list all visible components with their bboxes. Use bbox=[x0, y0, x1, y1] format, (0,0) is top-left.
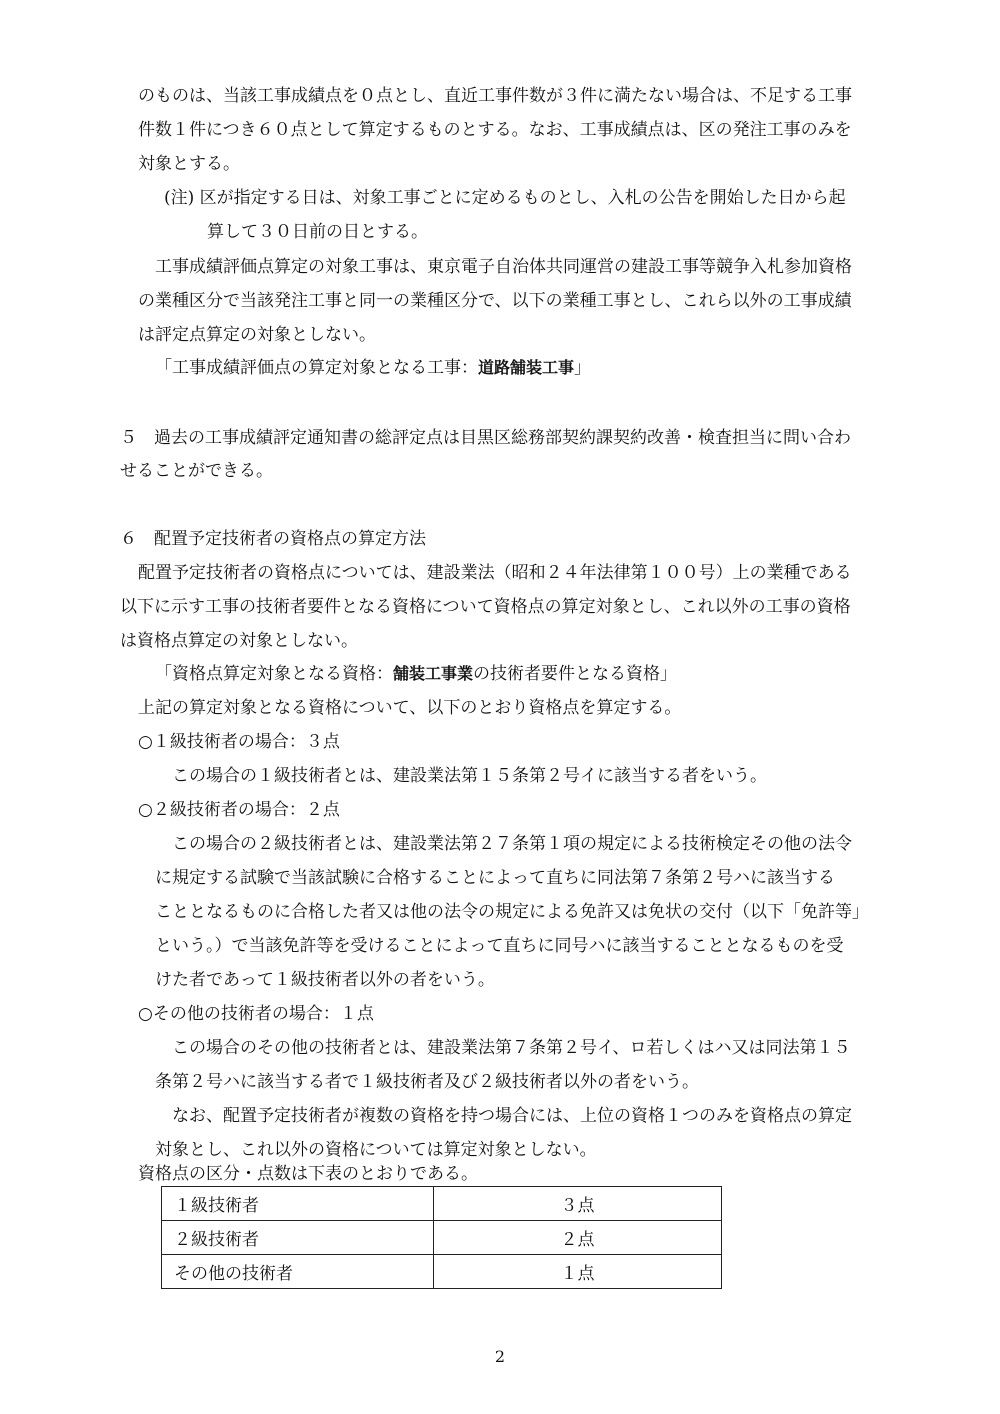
table-row bbox=[162, 1255, 722, 1289]
paragraph-line: という。）で当該免許等を受けることによって直ちに同号ハに該当することとなるものを受 bbox=[155, 936, 844, 956]
paragraph-line: 対象とし、これ以外の資格については算定対象としない。 bbox=[155, 1140, 597, 1160]
table-caption: 資格点の区分・点数は下表のとおりである。 bbox=[138, 1164, 478, 1184]
paragraph-line: は資格点算定の対象としない。 bbox=[120, 631, 358, 651]
target-work-line bbox=[155, 357, 591, 379]
target-work-suffix: 」 bbox=[574, 358, 592, 378]
qualification-suffix: の技術者要件となる資格」 bbox=[473, 664, 678, 684]
paragraph-line: 条第２号ハに該当する者で１級技術者及び２級技術者以外の者をいう。 bbox=[155, 1072, 699, 1092]
note-line: (注) 区が指定する日は、対象工事ごとに定めるものとし、入札の公告を開始した日から起 bbox=[164, 188, 846, 208]
paragraph-line: なお、配置予定技術者が複数の資格を持つ場合には、上位の資格１つのみを資格点の算定 bbox=[172, 1106, 852, 1126]
grade-points-cell: ３点 bbox=[434, 1187, 722, 1221]
qualification-points-table bbox=[161, 1186, 722, 1289]
qualification-prefix: 「資格点算定対象となる資格： bbox=[155, 664, 393, 684]
section-5-line: ５ 過去の工事成績評定通知書の総評定点は目黒区総務部契約課契約改善・検査担当に問い合わ bbox=[120, 428, 851, 448]
grade-name-cell: １級技術者 bbox=[162, 1187, 434, 1221]
paragraph-line: 上記の算定対象となる資格について、以下のとおり資格点を算定する。 bbox=[138, 698, 682, 718]
table-row bbox=[162, 1187, 722, 1221]
grade-2-heading: ○２級技術者の場合：２点 bbox=[138, 800, 340, 820]
grade-other-heading: ○その他の技術者の場合：１点 bbox=[138, 1004, 374, 1024]
grade-1-heading: ○１級技術者の場合：３点 bbox=[138, 732, 340, 752]
section-5-line: せることができる。 bbox=[120, 461, 273, 481]
page-number: 2 bbox=[494, 1347, 506, 1366]
grade-name-cell: ２級技術者 bbox=[162, 1221, 434, 1255]
grade-name-cell: その他の技術者 bbox=[162, 1255, 434, 1289]
paragraph-line: 以下に示す工事の技術者要件となる資格について資格点の算定対象とし、これ以外の工事の資格 bbox=[120, 597, 851, 617]
paragraph-line: この場合のその他の技術者とは、建設業法第７条第２号イ、ロ若しくはハ又は同法第１５ bbox=[172, 1038, 851, 1058]
note-line: 算して３０日前の日とする。 bbox=[207, 222, 428, 242]
paragraph-line: この場合の１級技術者とは、建設業法第１５条第２号イに該当する者をいう。 bbox=[172, 766, 767, 786]
paragraph-line: 件数１件につき６０点として算定するものとする。なお、工事成績点は、区の発注工事のみを bbox=[138, 120, 852, 140]
grade-points-cell: １点 bbox=[434, 1255, 722, 1289]
target-work-name: 道路舗装工事 bbox=[478, 358, 575, 377]
paragraph-line: けた者であって１級技術者以外の者をいう。 bbox=[155, 970, 495, 990]
paragraph-line: こととなるものに合格した者又は他の法令の規定による免許又は免状の交付（以下「免許等」 bbox=[155, 902, 869, 922]
paragraph-line: のものは、当該工事成績点を０点とし、直近工事件数が３件に満たない場合は、不足する工事 bbox=[138, 86, 852, 106]
qualification-line bbox=[155, 663, 677, 685]
target-work-prefix: 「工事成績評価点の算定対象となる工事： bbox=[155, 358, 478, 378]
table-row bbox=[162, 1221, 722, 1255]
section-6-heading: ６ 配置予定技術者の資格点の算定方法 bbox=[120, 529, 426, 549]
paragraph-line: の業種区分で当該発注工事と同一の業種区分で、以下の業種工事とし、これら以外の工事成績 bbox=[138, 291, 852, 311]
paragraph-line: 工事成績評価点算定の対象工事は、東京電子自治体共同運営の建設工事等競争入札参加資格 bbox=[155, 257, 852, 277]
paragraph-line: この場合の２級技術者とは、建設業法第２７条第１項の規定による技術検定その他の法令 bbox=[172, 834, 852, 854]
paragraph-line: に規定する試験で当該試験に合格することによって直ちに同法第７条第２号ハに該当する bbox=[155, 868, 835, 888]
paragraph-line: は評定点算定の対象としない。 bbox=[138, 325, 376, 345]
paragraph-line: 配置予定技術者の資格点については、建設業法（昭和２４年法律第１００号）上の業種である bbox=[138, 563, 852, 583]
grade-points-cell: ２点 bbox=[434, 1221, 722, 1255]
paragraph-line: 対象とする。 bbox=[138, 154, 240, 174]
qualification-name: 舗装工事業 bbox=[393, 664, 474, 683]
